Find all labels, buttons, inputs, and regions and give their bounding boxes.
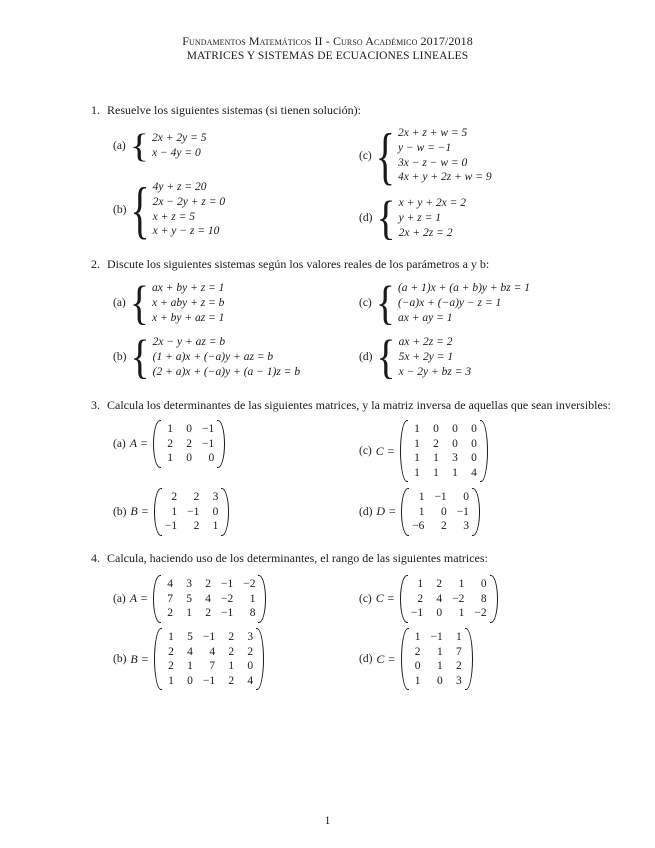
equation-system xyxy=(398,126,492,185)
matrix-cell: 2 xyxy=(168,645,174,658)
right-paren xyxy=(221,488,229,536)
matrix-cell: 2 xyxy=(205,578,211,590)
matrix-cell: 0 xyxy=(247,660,254,672)
matrix-cell: −1 xyxy=(201,437,215,450)
matrix xyxy=(153,420,225,468)
item-label: (c) xyxy=(359,149,372,162)
matrix-cell: 7 xyxy=(456,645,462,658)
right-paren xyxy=(465,628,473,690)
matrix-cell: −2 xyxy=(452,592,465,605)
matrix-cell: 3 xyxy=(186,578,192,590)
question-2 xyxy=(91,257,489,272)
equation: 2x + z + w = 5 xyxy=(397,127,468,139)
matrix-cell: 3 xyxy=(452,452,458,464)
matrix-name: C = xyxy=(376,651,396,666)
matrix-cell: 2 xyxy=(228,645,235,658)
matrix-grid xyxy=(162,628,256,690)
matrix-cell: 1 xyxy=(414,437,420,450)
matrix-cell: 3 xyxy=(247,631,254,643)
item-label: (c) xyxy=(359,445,372,457)
item-label: (d) xyxy=(359,212,373,225)
matrix-cell: −2 xyxy=(474,607,487,619)
matrix-cell: −1 xyxy=(434,491,447,503)
item-label: (d) xyxy=(359,505,373,518)
equation-system xyxy=(152,131,206,161)
matrix-cell: 0 xyxy=(452,423,458,435)
equation-system xyxy=(153,335,300,379)
matrix-cell: 0 xyxy=(463,491,469,503)
equation-system xyxy=(398,281,530,325)
q2-item-b xyxy=(113,329,301,384)
matrix-cell: 4 xyxy=(471,466,477,479)
matrix-cell: −2 xyxy=(243,578,256,590)
page-header xyxy=(0,34,655,64)
equation: 2x + 2y = 5 xyxy=(151,132,207,145)
q1-item-b xyxy=(113,172,226,245)
matrix-cell: 0 xyxy=(436,607,443,619)
matrix-grid xyxy=(409,488,472,536)
left-paren xyxy=(401,628,409,690)
matrix-cell: 0 xyxy=(471,437,477,450)
matrix-grid xyxy=(409,628,465,690)
q1-item-d xyxy=(359,190,466,245)
q2-item-d xyxy=(359,329,472,384)
equation: x + y − z = 10 xyxy=(152,225,220,238)
matrix-cell: 2 xyxy=(167,607,173,619)
brace-icon: { xyxy=(130,329,150,384)
equation: (1 + a)x + (−a)y + az = b xyxy=(152,350,274,363)
matrix xyxy=(400,575,498,623)
item-label: (c) xyxy=(359,592,372,605)
left-paren xyxy=(401,488,409,536)
equation: x − 4y = 0 xyxy=(151,147,201,159)
brace-icon: { xyxy=(376,190,396,245)
item-label: (a) xyxy=(113,437,126,450)
matrix-cell: 1 xyxy=(249,592,256,605)
page-number: 1 xyxy=(324,815,331,827)
question-text: Calcula, haciendo uso de los determinantes, el rango de las siguientes matrices: xyxy=(107,551,488,565)
equation: 2x − 2y + z = 0 xyxy=(152,195,226,208)
matrix-cell: 1 xyxy=(418,505,425,518)
question-3 xyxy=(91,398,611,413)
matrix-cell: 4 xyxy=(436,592,443,605)
brace-icon: { xyxy=(375,275,395,330)
matrix-cell: 2 xyxy=(247,645,254,658)
matrix xyxy=(401,488,480,536)
matrix-grid xyxy=(161,420,217,468)
matrix-cell: 4 xyxy=(205,592,211,605)
matrix-cell: 2 xyxy=(414,645,421,658)
matrix-cell: 1 xyxy=(458,607,465,619)
matrix-cell: 3 xyxy=(463,520,469,532)
matrix-cell: −1 xyxy=(201,423,215,435)
matrix-cell: 8 xyxy=(249,607,256,619)
q4-item-c xyxy=(359,575,498,623)
item-label: (a) xyxy=(113,140,126,152)
matrix-cell: 4 xyxy=(209,645,216,658)
matrix-cell: 0 xyxy=(440,505,447,518)
matrix-cell: 1 xyxy=(433,466,439,479)
matrix-cell: 2 xyxy=(436,578,443,590)
matrix-cell: 1 xyxy=(414,674,421,687)
equation: (a + 1)x + (a + b)y + bz = 1 xyxy=(397,282,531,294)
sheet-title: MATRICES Y SISTEMAS DE ECUACIONES LINEALES xyxy=(186,50,469,62)
brace-icon: { xyxy=(129,126,149,165)
matrix-cell: 1 xyxy=(167,452,173,464)
item-label: (d) xyxy=(359,653,373,665)
equation: x + y + 2x = 2 xyxy=(398,197,466,209)
course-title: Fundamentos Matemáticos II - Curso Académico 2017/2018 xyxy=(182,34,473,48)
right-paren xyxy=(256,628,264,690)
q4-item-a xyxy=(113,575,266,623)
left-paren xyxy=(400,575,408,623)
left-paren xyxy=(153,420,161,468)
matrix xyxy=(401,628,473,690)
item-label: (c) xyxy=(359,297,372,310)
matrix-cell: 2 xyxy=(440,520,447,532)
matrix-cell: 0 xyxy=(414,660,421,672)
equation: 4x + y + 2z + w = 9 xyxy=(397,171,492,184)
matrix-cell: 1 xyxy=(437,660,443,672)
brace-icon: { xyxy=(376,329,396,384)
brace-icon: { xyxy=(375,118,395,191)
matrix-cell: 5 xyxy=(186,592,192,605)
equation: 2x + 2z = 2 xyxy=(398,226,453,239)
left-paren xyxy=(154,628,162,690)
matrix-cell: 1 xyxy=(414,466,420,479)
matrix-cell: 0 xyxy=(433,423,439,435)
equation: 2x − y + az = b xyxy=(152,336,226,348)
q3-item-a xyxy=(113,420,225,468)
matrix-cell: 0 xyxy=(186,452,192,464)
matrix-cell: 1 xyxy=(168,674,174,687)
left-paren xyxy=(154,488,162,536)
matrix-cell: 1 xyxy=(186,607,192,619)
matrix-cell: 3 xyxy=(456,674,462,687)
equation: y − w = −1 xyxy=(397,141,452,154)
matrix-cell: 1 xyxy=(167,423,173,435)
q1-item-c xyxy=(359,118,492,191)
q3-item-d xyxy=(359,488,480,536)
equation-system xyxy=(152,281,224,325)
matrix-cell: 2 xyxy=(167,437,173,450)
matrix-cell: 2 xyxy=(228,631,235,643)
matrix-cell: 2 xyxy=(193,491,200,503)
equation: 5x + 2y = 1 xyxy=(398,350,454,363)
matrix-cell: 8 xyxy=(480,592,487,605)
matrix-name: C = xyxy=(375,591,395,606)
equation: 4y + z = 20 xyxy=(152,181,207,193)
matrix-cell: 5 xyxy=(187,631,193,643)
matrix-cell: 7 xyxy=(209,660,216,672)
matrix-cell: 0 xyxy=(437,674,443,687)
matrix-cell: 0 xyxy=(187,674,193,687)
matrix-grid xyxy=(408,575,490,623)
equation: x − 2y + bz = 3 xyxy=(398,365,472,378)
matrix xyxy=(154,628,264,690)
matrix-cell: 7 xyxy=(167,592,173,605)
left-paren xyxy=(400,420,408,482)
matrix-name: D = xyxy=(376,504,397,519)
matrix-cell: 0 xyxy=(452,437,458,450)
matrix-cell: 1 xyxy=(171,505,178,518)
left-paren xyxy=(153,575,161,623)
question-number: 3. xyxy=(91,398,100,412)
equation-system xyxy=(153,180,225,239)
matrix-name: A = xyxy=(129,436,148,451)
right-paren xyxy=(490,575,498,623)
matrix-cell: −1 xyxy=(187,505,200,518)
q4-item-b xyxy=(113,628,264,690)
matrix-cell: 4 xyxy=(247,674,254,687)
question-text: Discute los siguientes sistemas según los valores reales de los parámetros a y b: xyxy=(107,257,490,271)
matrix-cell: 1 xyxy=(414,423,420,435)
matrix-cell: 1 xyxy=(414,452,420,464)
matrix xyxy=(400,420,488,482)
equation: ax + 2z = 2 xyxy=(398,336,453,348)
matrix-cell: 2 xyxy=(171,491,178,503)
matrix-cell: 0 xyxy=(480,578,487,590)
matrix-cell: 1 xyxy=(437,645,443,658)
matrix-cell: −1 xyxy=(410,607,424,619)
right-paren xyxy=(472,488,480,536)
question-text: Resuelve los siguientes sistemas (si tienen solución): xyxy=(107,103,361,117)
matrix-cell: −1 xyxy=(430,631,443,643)
matrix-grid xyxy=(162,488,222,536)
item-label: (b) xyxy=(113,351,127,364)
matrix-cell: 2 xyxy=(456,660,462,672)
matrix-name: B = xyxy=(130,504,149,519)
equation-system xyxy=(399,335,471,379)
matrix-cell: 0 xyxy=(212,505,219,518)
matrix-cell: −1 xyxy=(202,674,216,687)
matrix-cell: 0 xyxy=(471,423,477,435)
q1-item-a xyxy=(113,126,206,166)
matrix-grid xyxy=(408,420,480,482)
matrix-cell: 1 xyxy=(456,631,462,643)
matrix-grid xyxy=(161,575,259,623)
matrix-cell: −1 xyxy=(164,520,178,532)
equation-system xyxy=(399,196,466,240)
item-label: (b) xyxy=(113,203,127,216)
question-number: 2. xyxy=(91,257,100,271)
equation: (−a)x + (−a)y − z = 1 xyxy=(397,296,502,309)
q2-item-c xyxy=(359,275,531,330)
matrix-cell: −2 xyxy=(220,592,234,605)
equation: ax + by + z = 1 xyxy=(151,282,225,294)
q3-item-c xyxy=(359,420,488,482)
equation: ax + ay = 1 xyxy=(397,311,453,324)
matrix-cell: −1 xyxy=(456,505,469,518)
right-paren xyxy=(258,575,266,623)
brace-icon: { xyxy=(129,275,149,330)
item-label: (a) xyxy=(113,297,126,310)
equation: x + by + az = 1 xyxy=(151,311,225,324)
matrix-cell: −6 xyxy=(412,520,425,532)
equation: 3x − z − w = 0 xyxy=(397,156,468,169)
question-1 xyxy=(91,103,361,118)
question-text: Calcula los determinantes de las siguientes matrices, y la matriz inversa de aquellas que sean inversibles: xyxy=(107,398,611,412)
matrix-cell: 1 xyxy=(168,631,174,643)
q2-item-a xyxy=(113,275,225,330)
matrix-cell: 3 xyxy=(212,491,219,503)
matrix-cell: 1 xyxy=(417,578,424,590)
item-label: (b) xyxy=(113,653,127,665)
equation: (2 + a)x + (−a)y + (a − 1)z = b xyxy=(152,365,301,378)
question-4 xyxy=(91,551,488,566)
matrix-name: C = xyxy=(375,443,395,458)
matrix-cell: 4 xyxy=(187,645,193,658)
matrix-cell: 2 xyxy=(417,592,424,605)
matrix-cell: −1 xyxy=(220,607,234,619)
matrix-cell: 1 xyxy=(452,466,458,479)
matrix-cell: 1 xyxy=(433,452,439,464)
right-paren xyxy=(217,420,225,468)
matrix xyxy=(154,488,230,536)
equation: x + aby + z = b xyxy=(151,296,225,309)
matrix-cell: 1 xyxy=(212,520,219,532)
matrix-cell: 2 xyxy=(205,607,211,619)
question-number: 1. xyxy=(91,103,100,117)
item-label: (d) xyxy=(359,351,373,364)
equation: y + z = 1 xyxy=(398,211,441,224)
matrix-cell: 1 xyxy=(414,631,421,643)
matrix-cell: 1 xyxy=(187,660,193,672)
brace-icon: { xyxy=(130,172,150,245)
matrix-cell: 2 xyxy=(186,437,192,450)
matrix-cell: 1 xyxy=(458,578,465,590)
matrix-cell: −1 xyxy=(220,578,234,590)
matrix-cell: 0 xyxy=(208,452,215,464)
matrix-cell: 1 xyxy=(418,491,425,503)
matrix-cell: 0 xyxy=(186,423,192,435)
matrix-cell: 0 xyxy=(471,452,477,464)
question-number: 4. xyxy=(91,551,100,565)
equation: x + z = 5 xyxy=(152,210,195,223)
matrix-cell: 2 xyxy=(193,520,200,532)
matrix-cell: 4 xyxy=(167,578,173,590)
item-label: (a) xyxy=(113,592,126,605)
matrix-cell: 2 xyxy=(168,660,174,672)
matrix-name: B = xyxy=(130,651,149,666)
matrix-cell: −1 xyxy=(202,631,216,643)
right-paren xyxy=(480,420,488,482)
matrix-cell: 2 xyxy=(228,674,235,687)
matrix-cell: 2 xyxy=(433,437,439,450)
item-label: (b) xyxy=(113,505,127,518)
matrix xyxy=(153,575,267,623)
q4-item-d xyxy=(359,628,473,690)
q3-item-b xyxy=(113,488,229,536)
matrix-cell: 1 xyxy=(228,660,235,672)
matrix-name: A = xyxy=(129,591,148,606)
